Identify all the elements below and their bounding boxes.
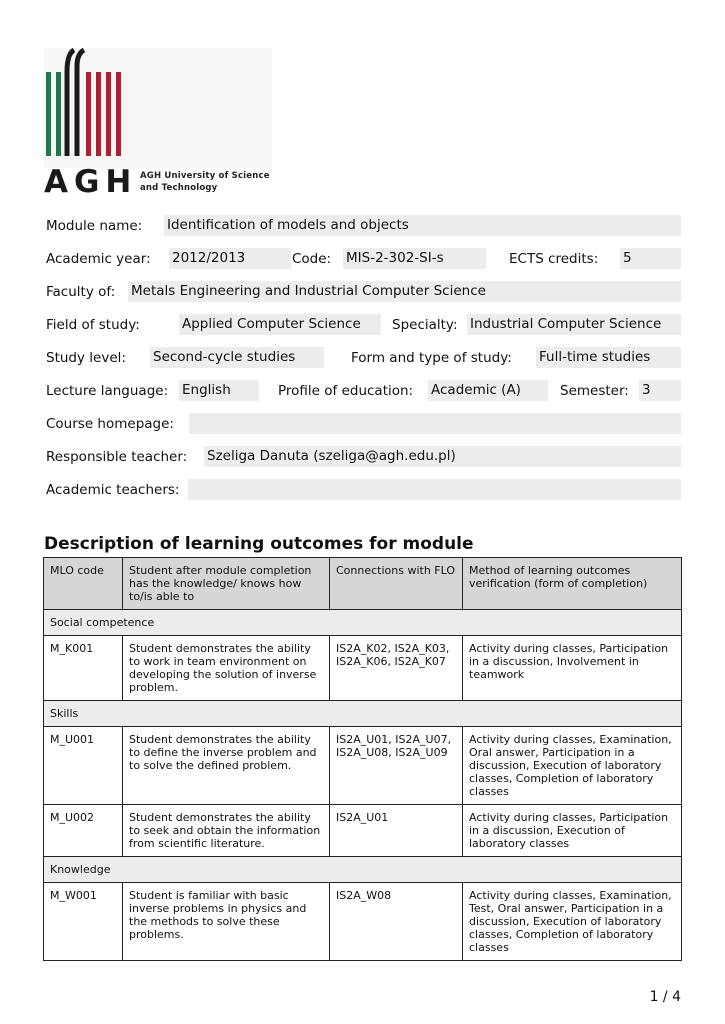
field-of-study-label: Field of study:	[46, 317, 140, 333]
mlo-description: Student demonstrates the ability to define the inverse problem and to solve the defined problem.	[123, 727, 330, 805]
module-name-value: Identification of models and objects	[164, 215, 681, 236]
semester-value: 3	[639, 380, 681, 401]
header-cell: Student after module completion has the knowledge/ knows how to/is able to	[123, 558, 330, 610]
profile-value: Academic (A)	[428, 380, 548, 401]
faculty-label: Faculty of:	[46, 284, 116, 300]
verification-method: Activity during classes, Examination, Test, Oral answer, Participation in a discussion, Execution of laboratory classes, Completion of laboratory classes	[463, 883, 682, 961]
table-row	[44, 727, 682, 805]
academic-teachers-label: Academic teachers:	[46, 482, 180, 498]
flo-connections: IS2A_U01, IS2A_U07, IS2A_U08, IS2A_U09	[330, 727, 463, 805]
code-value: MIS-2-302-SI-s	[343, 248, 486, 269]
academic-year-label: Academic year:	[46, 251, 151, 267]
mlo-code: M_U002	[44, 805, 123, 857]
mlo-description: Student demonstrates the ability to seek and obtain the information from scientific literature.	[123, 805, 330, 857]
study-level-value: Second-cycle studies	[150, 347, 324, 368]
specialty-label: Specialty:	[392, 317, 458, 333]
category-row	[44, 857, 682, 883]
academic-teachers-value	[188, 479, 681, 500]
category-label: Knowledge	[44, 857, 682, 883]
table-row	[44, 805, 682, 857]
category-row	[44, 701, 682, 727]
mlo-code: M_W001	[44, 883, 123, 961]
mlo-description: Student is familiar with basic inverse problems in physics and the methods to solve these problems.	[123, 883, 330, 961]
form-type-value: Full-time studies	[536, 347, 681, 368]
form-type-label: Form and type of study:	[351, 350, 512, 366]
flo-connections: IS2A_K02, IS2A_K03, IS2A_K06, IS2A_K07	[330, 636, 463, 701]
course-homepage-value	[189, 413, 681, 434]
module-name-label: Module name:	[46, 218, 143, 234]
academic-year-value: 2012/2013	[169, 248, 291, 269]
table-row	[44, 636, 682, 701]
table-row	[44, 883, 682, 961]
university-name-line1: AGH University of Science	[140, 171, 270, 181]
responsible-teacher-label: Responsible teacher:	[46, 449, 188, 465]
lecture-language-label: Lecture language:	[46, 383, 169, 399]
lecture-language-value: English	[179, 380, 259, 401]
university-name-line2: and Technology	[140, 183, 218, 193]
responsible-teacher-value: Szeliga Danuta (szeliga@agh.edu.pl)	[204, 446, 681, 467]
verification-method: Activity during classes, Participation in a discussion, Execution of laboratory classes	[463, 805, 682, 857]
category-label: Social competence	[44, 610, 682, 636]
mlo-code: M_K001	[44, 636, 123, 701]
ects-value: 5	[620, 248, 681, 269]
specialty-value: Industrial Computer Science	[467, 314, 681, 335]
course-homepage-label: Course homepage:	[46, 416, 174, 432]
header-cell: Method of learning outcomes verification (form of completion)	[463, 558, 682, 610]
study-level-label: Study level:	[46, 350, 126, 366]
mlo-code: M_U001	[44, 727, 123, 805]
learning-outcomes-title: Description of learning outcomes for module	[44, 534, 474, 554]
code-label: Code:	[292, 251, 332, 267]
verification-method: Activity during classes, Participation in a discussion, Involvement in teamwork	[463, 636, 682, 701]
header-cell: MLO code	[44, 558, 123, 610]
field-of-study-value: Applied Computer Science	[179, 314, 381, 335]
category-row	[44, 610, 682, 636]
profile-label: Profile of education:	[278, 383, 414, 399]
ects-label: ECTS credits:	[509, 251, 599, 267]
verification-method: Activity during classes, Examination, Oral answer, Participation in a discussion, Execution of laboratory classes, Completion of laboratory classes	[463, 727, 682, 805]
faculty-value: Metals Engineering and Industrial Computer Science	[128, 281, 681, 302]
page-number: 1 / 4	[649, 989, 681, 1005]
flo-connections: IS2A_W08	[330, 883, 463, 961]
table-header-row	[44, 558, 682, 610]
mlo-description: Student demonstrates the ability to work in team environment on developing the solution of inverse problem.	[123, 636, 330, 701]
logo-wordmark: AGH	[44, 164, 138, 198]
learning-outcomes-table	[43, 557, 682, 961]
category-label: Skills	[44, 701, 682, 727]
semester-label: Semester:	[560, 383, 629, 399]
flo-connections: IS2A_U01	[330, 805, 463, 857]
header-cell: Connections with FLO	[330, 558, 463, 610]
